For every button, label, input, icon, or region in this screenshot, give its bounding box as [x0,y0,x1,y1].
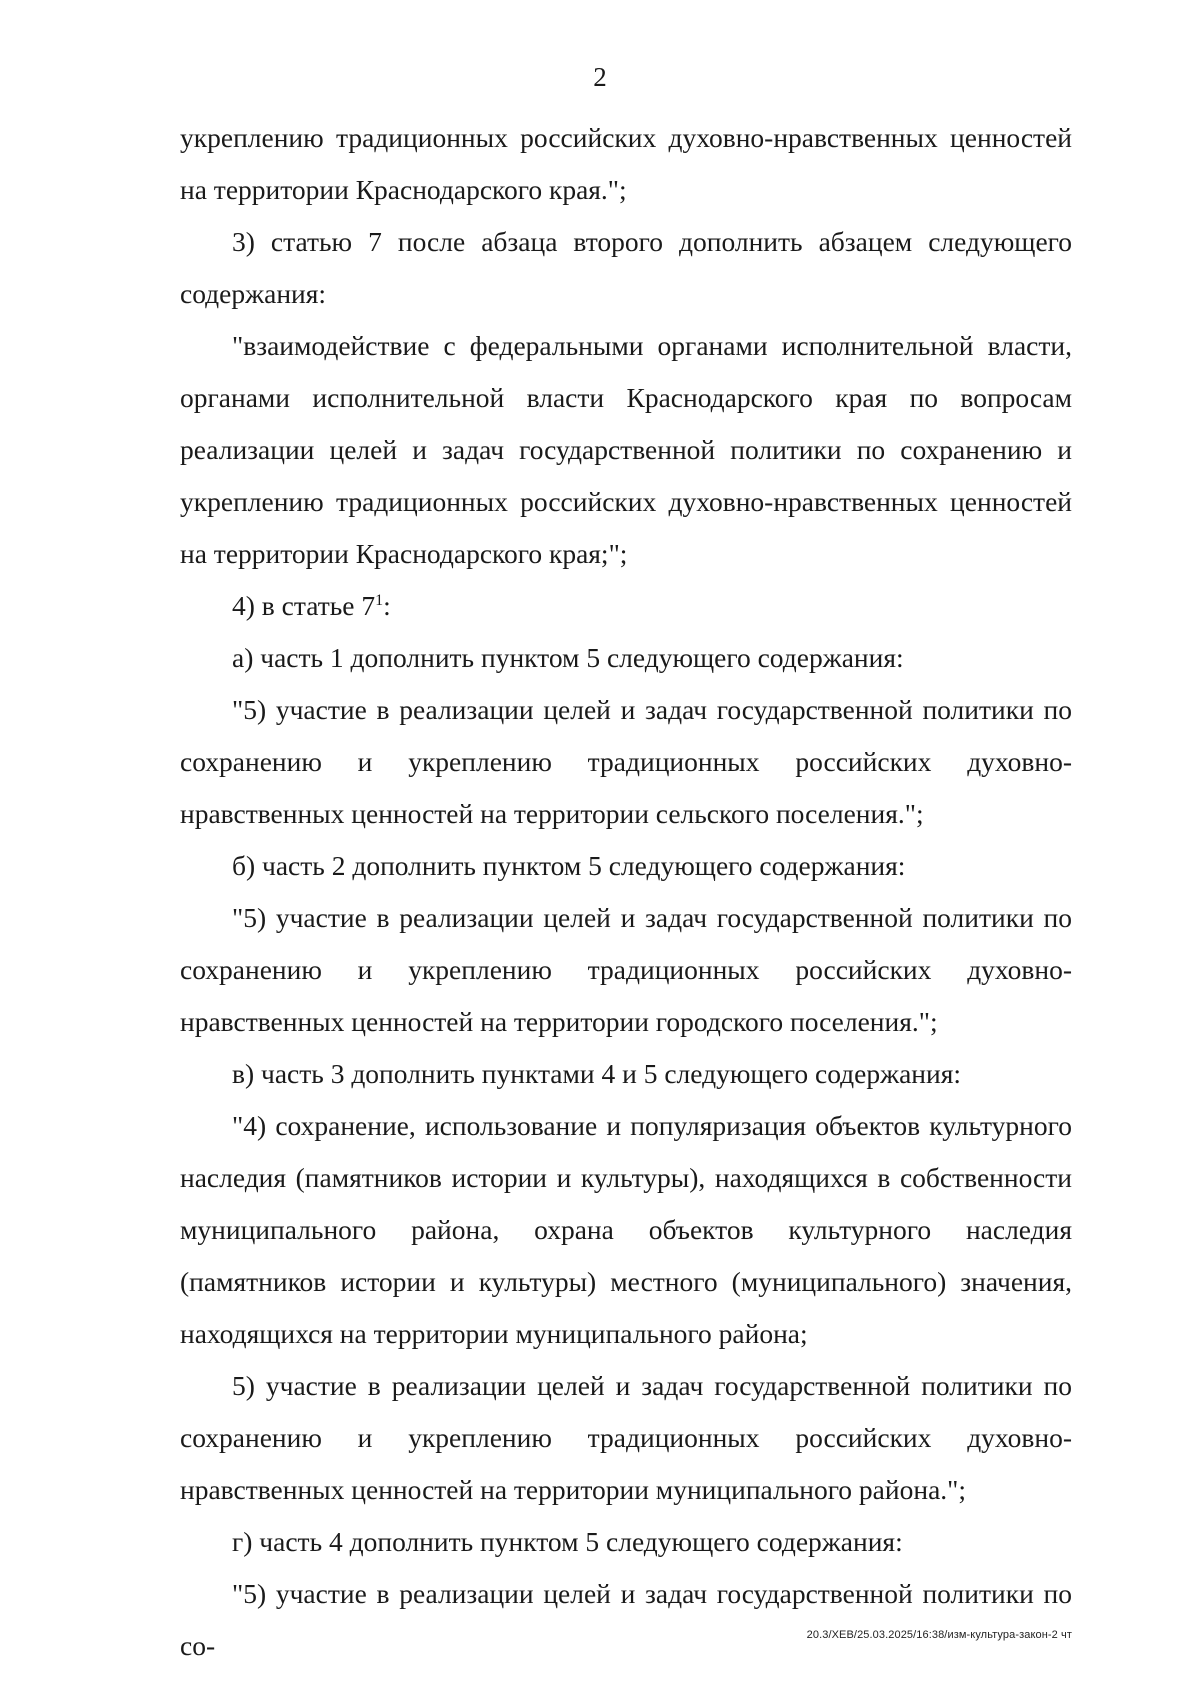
paragraph-4 [180,580,1072,632]
paragraph-11: 5) участие в реализации целей и задач государственной политики по сохранению и укреплению традиционных российских духовно-нравственных ценностей на территории муниципального района."; [180,1370,1072,1505]
paragraph-4-text: 4) в статье 7 [232,590,376,621]
paragraph-9: в) часть 3 дополнить пунктами 4 и 5 следующего содержания: [232,1058,962,1089]
paragraph-6: "5) участие в реализации целей и задач государственной политики по сохранению и укреплению традиционных российских духовно-нравственных ценностей на территории сельского поселения."; [180,694,1072,829]
paragraph-12: г) часть 4 дополнить пунктом 5 следующего содержания: [232,1526,903,1557]
paragraph-10: "4) сохранение, использование и популяризация объектов культурного наследия (памятников истории и культуры), находящихся в собственности муниципального района, охрана объектов культурного наследия (памятников истории и культуры) местного (муниципального) значения, находящихся на территории муниципального района; [180,1110,1072,1349]
paragraph-1: укреплению традиционных российских духовно-нравственных ценностей на территории Краснодарского края."; [180,122,1072,205]
document-body [180,112,1072,1672]
paragraph-7: б) часть 2 дополнить пунктом 5 следующего содержания: [232,850,906,881]
paragraph-3: "взаимодействие с федеральными органами исполнительной власти, органами исполнительной власти Краснодарского края по вопросам реализации целей и задач государственной политики по сохранению и укреплению традиционных российских духовно-нравственных ценностей на территории Краснодарского края;"; [180,330,1072,569]
document-stamp: 20.3/ХЕВ/25.03.2025/16:38/изм-культура-закон-2 чт [806,1629,1072,1641]
paragraph-8: "5) участие в реализации целей и задач государственной политики по сохранению и укреплению традиционных российских духовно-нравственных ценностей на территории городского поселения."; [180,902,1072,1037]
paragraph-5: а) часть 1 дополнить пунктом 5 следующего содержания: [232,642,904,673]
superscript: 1 [375,592,384,609]
page-number: 2 [593,62,607,92]
paragraph-13: "5) участие в реализации целей и задач государственной политики по со- [180,1578,1072,1661]
paragraph-4-colon: : [383,590,391,621]
paragraph-2: 3) статью 7 после абзаца второго дополнить абзацем следующего содержания: [180,226,1072,309]
